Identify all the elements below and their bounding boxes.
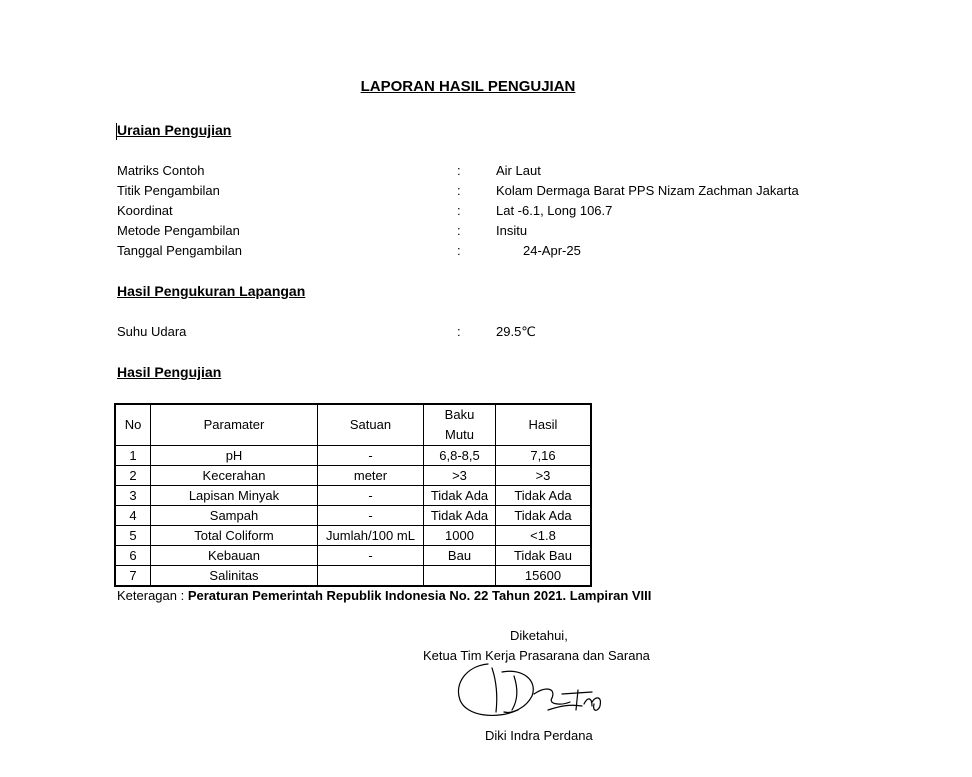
cell-baku xyxy=(424,566,496,587)
field-label: Suhu Udara xyxy=(117,324,187,339)
header-baku-mutu xyxy=(424,404,496,446)
table-row xyxy=(115,566,591,587)
cell-parameter: Total Coliform xyxy=(151,526,318,546)
field-value: 29.5℃ xyxy=(496,324,536,339)
cell-no: 3 xyxy=(115,486,151,506)
cell-satuan: - xyxy=(318,446,424,466)
header-satuan: Satuan xyxy=(318,404,424,446)
cell-hasil: >3 xyxy=(496,466,592,486)
field-label: Tanggal Pengambilan xyxy=(117,243,243,258)
cell-hasil: 7,16 xyxy=(496,446,592,466)
cell-no: 5 xyxy=(115,526,151,546)
header-baku-line1: Baku xyxy=(444,407,475,422)
field-value: Kolam Dermaga Barat PPS Nizam Zachman Jakarta xyxy=(496,183,799,198)
field-label: Titik Pengambilan xyxy=(117,183,220,198)
cell-satuan: - xyxy=(318,486,424,506)
section-heading-uraian: Uraian Pengujian xyxy=(117,122,232,138)
table-row xyxy=(115,466,591,486)
field-colon: : xyxy=(457,243,461,258)
footnote xyxy=(117,588,651,603)
cell-satuan: - xyxy=(318,506,424,526)
table-row xyxy=(115,446,591,466)
table-row xyxy=(115,546,591,566)
cell-baku: 6,8-8,5 xyxy=(424,446,496,466)
cell-baku: Bau xyxy=(424,546,496,566)
cell-hasil: Tidak Bau xyxy=(496,546,592,566)
cell-hasil: Tidak Ada xyxy=(496,486,592,506)
field-value: Insitu xyxy=(496,223,528,238)
field-colon: : xyxy=(457,203,461,218)
cell-no: 6 xyxy=(115,546,151,566)
cell-baku: Tidak Ada xyxy=(424,506,496,526)
cell-parameter: Lapisan Minyak xyxy=(151,486,318,506)
footnote-prefix: Keteragan : xyxy=(117,588,188,603)
cell-satuan: Jumlah/100 mL xyxy=(318,526,424,546)
section-heading-lapangan: Hasil Pengukuran Lapangan xyxy=(117,283,306,299)
cell-parameter: pH xyxy=(151,446,318,466)
signature-acknowledged: Diketahui, xyxy=(510,628,568,643)
field-label: Matriks Contoh xyxy=(117,163,205,178)
cell-parameter: Salinitas xyxy=(151,566,318,587)
field-colon: : xyxy=(457,163,461,178)
header-hasil: Hasil xyxy=(496,404,592,446)
cell-baku: 1000 xyxy=(424,526,496,546)
cell-no: 7 xyxy=(115,566,151,587)
table-header-row xyxy=(115,404,591,446)
cell-no: 4 xyxy=(115,506,151,526)
field-label: Koordinat xyxy=(117,203,173,218)
header-parameter: Paramater xyxy=(151,404,318,446)
field-colon: : xyxy=(457,324,461,339)
cell-hasil: 15600 xyxy=(496,566,592,587)
field-value: 24-Apr-25 xyxy=(523,243,581,258)
signer-name: Diki Indra Perdana xyxy=(485,728,593,743)
cell-parameter: Sampah xyxy=(151,506,318,526)
cell-baku: >3 xyxy=(424,466,496,486)
field-label: Metode Pengambilan xyxy=(117,223,240,238)
cell-hasil: <1.8 xyxy=(496,526,592,546)
cell-satuan: meter xyxy=(318,466,424,486)
footnote-text: Peraturan Pemerintah Republik Indonesia No. 22 Tahun 2021. Lampiran VIII xyxy=(187,588,652,603)
header-no: No xyxy=(115,404,151,446)
table-row xyxy=(115,506,591,526)
signature-title: Ketua Tim Kerja Prasarana dan Sarana xyxy=(423,648,650,663)
cell-no: 2 xyxy=(115,466,151,486)
field-value: Air Laut xyxy=(496,163,541,178)
handwritten-signature-icon xyxy=(452,660,612,726)
cell-satuan xyxy=(318,566,424,587)
cell-parameter: Kebauan xyxy=(151,546,318,566)
cell-parameter: Kecerahan xyxy=(151,466,318,486)
section-heading-pengujian: Hasil Pengujian xyxy=(117,364,222,380)
header-baku-line2: Mutu xyxy=(445,427,474,442)
field-value: Lat -6.1, Long 106.7 xyxy=(496,203,613,218)
cell-hasil: Tidak Ada xyxy=(496,506,592,526)
field-colon: : xyxy=(457,183,461,198)
results-table xyxy=(114,403,592,587)
cell-no: 1 xyxy=(115,446,151,466)
table-row xyxy=(115,486,591,506)
field-colon: : xyxy=(457,223,461,238)
table-row xyxy=(115,526,591,546)
page-title: LAPORAN HASIL PENGUJIAN xyxy=(360,78,576,95)
cell-satuan: - xyxy=(318,546,424,566)
cell-baku: Tidak Ada xyxy=(424,486,496,506)
